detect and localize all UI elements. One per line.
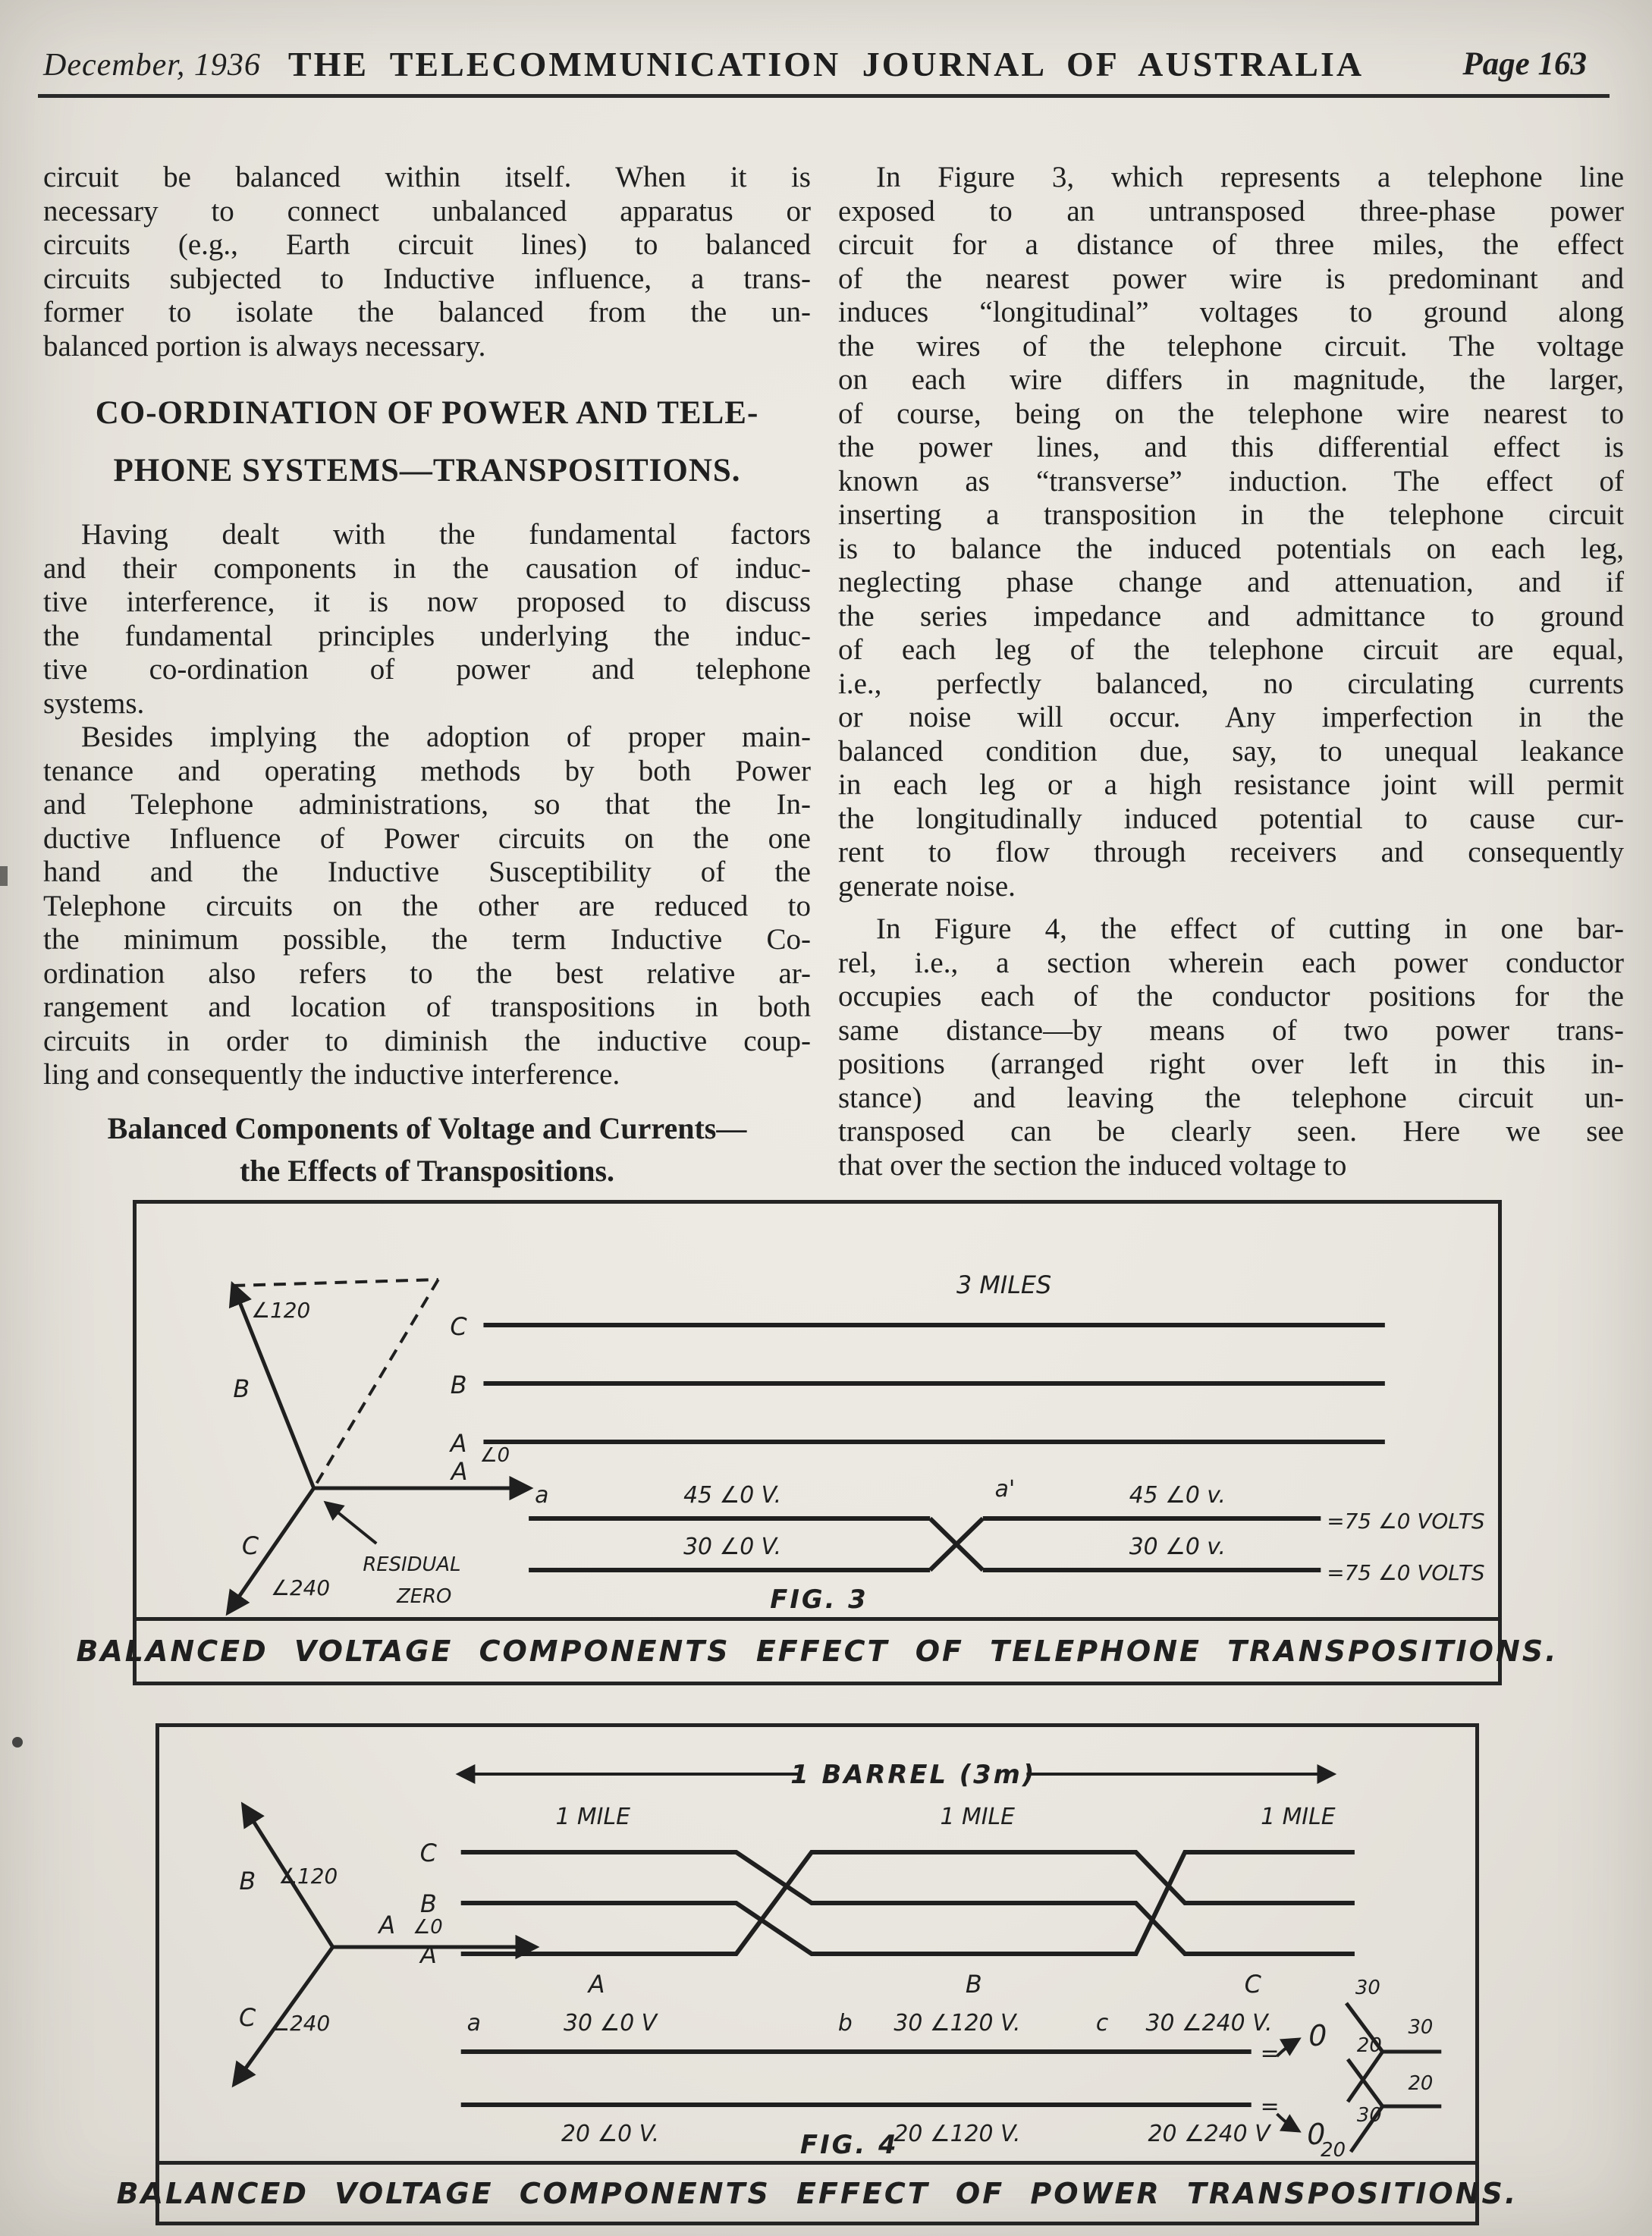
fig3-caption: BALANCED VOLTAGE COMPONENTS EFFECT OF TELEPHONE TRANSPOSITIONS. bbox=[137, 1617, 1498, 1682]
text-line: rangement and location of transpositions in both bbox=[43, 991, 811, 1023]
fig4-mile-label-1: 1 MILE bbox=[555, 1803, 630, 1831]
fig4-point-c: c bbox=[1095, 2009, 1109, 2037]
text-line: induces “longitudinal” voltages to ground along bbox=[838, 296, 1624, 328]
fig3-sum-top: =75 ∠0 VOLTS bbox=[1327, 1508, 1485, 1534]
text-line: of each leg of the telephone circuit are equal, bbox=[838, 633, 1624, 666]
text-line: circuit for a distance of three miles, the effect bbox=[838, 228, 1624, 261]
text-line: Telephone circuits on the other are reduced to bbox=[43, 889, 811, 922]
text-line: generate noise. bbox=[838, 869, 1016, 903]
text-line: the power lines, and this differential effect is bbox=[838, 431, 1624, 463]
fig4-mile-label-2: 1 MILE bbox=[940, 1803, 1015, 1831]
fig4-barrel-label: 1 BARREL (3m) bbox=[790, 1759, 1037, 1790]
text-line: ling and consequently the inductive interference. bbox=[43, 1058, 620, 1091]
text-line: circuits (e.g., Earth circuit lines) to balanced bbox=[43, 228, 811, 261]
right-column bbox=[838, 161, 1624, 1182]
text-line: in each leg or a high resistance joint will permit bbox=[838, 768, 1624, 801]
fig4-caption: BALANCED VOLTAGE COMPONENTS EFFECT OF POWER TRANSPOSITIONS. bbox=[159, 2161, 1475, 2222]
figure-4 bbox=[116, 1723, 1519, 2225]
fig4-point-a: a bbox=[466, 2009, 481, 2037]
fig4-top-equals: = bbox=[1260, 2040, 1280, 2068]
fig4-wire-label-a: A bbox=[420, 1939, 437, 1970]
fig3-wire-label-a: A bbox=[450, 1428, 467, 1459]
fig4-top-star-value-3: 30 bbox=[1356, 2103, 1382, 2128]
fig4-top-sum-arrow bbox=[1277, 2040, 1299, 2056]
text-line: the wires of the telephone circuit. The voltage bbox=[838, 329, 1624, 363]
text-line: that over the section the induced voltage to bbox=[838, 1148, 1347, 1182]
fig4-top-seg3-voltage: 30 ∠240 V. bbox=[1145, 2009, 1273, 2037]
figure-4-drawing bbox=[159, 1727, 1475, 2161]
fig3-residual-label-1: RESIDUAL bbox=[363, 1553, 461, 1577]
text-line: rent to flow through receivers and consequently bbox=[838, 836, 1624, 868]
text-line: systems. bbox=[43, 686, 145, 720]
text-line: neglecting phase change and attenuation, and if bbox=[838, 566, 1624, 598]
text-line: circuit be balanced within itself. When it is bbox=[43, 161, 811, 193]
fig4-bottom-equals: = bbox=[1260, 2093, 1280, 2121]
paragraph bbox=[43, 518, 811, 721]
text-line: In Figure 4, the effect of cutting in one bar- bbox=[876, 912, 1624, 945]
text-line: CO-ORDINATION OF POWER AND TELE- bbox=[95, 395, 759, 431]
figure-3 bbox=[76, 1200, 1559, 1685]
figure-3-drawing bbox=[137, 1204, 1498, 1617]
section-heading bbox=[43, 385, 811, 500]
text-line: tenance and operating methods by both Power bbox=[43, 754, 811, 787]
text-line: PHONE SYSTEMS—TRANSPOSITIONS. bbox=[113, 453, 741, 488]
fig3-wire-label-b: B bbox=[450, 1370, 467, 1400]
fig3-distance-label: 3 MILES bbox=[956, 1270, 1052, 1300]
fig3-seg2-bottom-voltage: 30 ∠0 v. bbox=[1129, 1533, 1226, 1561]
text-line: Balanced Components of Voltage and Currents— bbox=[107, 1110, 747, 1145]
fig4-top-seg2-voltage: 30 ∠120 V. bbox=[894, 2009, 1021, 2037]
text-line: balanced condition due, say, to unequal leakance bbox=[838, 734, 1624, 768]
paragraph-continuation bbox=[43, 161, 811, 363]
fig3-point-a-prime: a' bbox=[994, 1475, 1016, 1503]
fig4-top-star-value-2: 30 bbox=[1408, 2015, 1434, 2040]
text-line: exposed to an untransposed three-phase power bbox=[838, 194, 1624, 228]
text-line: the minimum possible, the term Inductive Co- bbox=[43, 923, 811, 956]
text-line: Besides implying the adoption of proper main- bbox=[81, 721, 811, 753]
fig4-bottom-seg1-voltage: 20 ∠0 V. bbox=[561, 2120, 660, 2148]
text-line: In Figure 3, which represents a telephone line bbox=[876, 161, 1624, 193]
fig3-seg1-top-voltage: 45 ∠0 V. bbox=[683, 1481, 782, 1509]
fig4-phasor-b-label: B bbox=[239, 1866, 256, 1896]
text-line: transposed can be clearly seen. Here we see bbox=[838, 1115, 1624, 1148]
fig4-phasor-c-label: C bbox=[239, 2002, 256, 2033]
text-line: the series impedance and admittance to ground bbox=[838, 599, 1624, 633]
text-line: former to isolate the balanced from the un- bbox=[43, 296, 811, 328]
fig4-phasor-b-angle: ∠120 bbox=[278, 1863, 338, 1889]
fig4-caption-band bbox=[116, 2161, 1519, 2222]
text-line: occupies each of the conductor positions for the bbox=[838, 980, 1624, 1013]
fig4-top-zero: 0 bbox=[1308, 2018, 1327, 2053]
text-line: inserting a transposition in the telephone circuit bbox=[838, 498, 1624, 531]
left-column bbox=[43, 161, 811, 1192]
journal-title: THE TELECOMMUNICATION JOURNAL OF AUSTRALIA bbox=[287, 45, 1365, 83]
text-line: of course, being on the telephone wire nearest to bbox=[838, 397, 1624, 430]
fig3-phasor-b-angle: ∠120 bbox=[251, 1297, 311, 1324]
fig4-bottom-zero: 0 bbox=[1307, 2117, 1326, 2152]
subsection-heading bbox=[43, 1107, 811, 1192]
text-line: circuits in order to diminish the inductive coup- bbox=[43, 1024, 811, 1057]
fig4-section-label-2: B bbox=[965, 1969, 982, 1999]
fig4-phasor-a-angle: ∠0 bbox=[413, 1915, 443, 1939]
fig4-bottom-seg3-voltage: 20 ∠240 V bbox=[1148, 2120, 1270, 2148]
text-line: circuits subjected to Inductive influence, a trans- bbox=[43, 262, 811, 295]
fig3-phasor-b-label: B bbox=[233, 1374, 250, 1404]
fig3-phasor-dashed-top bbox=[233, 1280, 438, 1286]
fig4-wire-label-c: C bbox=[419, 1838, 437, 1868]
fig4-phasor-c-angle: ∠240 bbox=[271, 2010, 331, 2037]
text-line: known as “transverse” induction. The effect of bbox=[838, 464, 1624, 498]
text-line: on each wire differs in magnitude, the larger, bbox=[838, 363, 1624, 396]
text-line: tive co-ordination of power and telephone bbox=[43, 653, 811, 686]
fig4-top-star-value-1: 30 bbox=[1355, 1976, 1380, 2000]
fig4-phasor-a-label: A bbox=[378, 1910, 396, 1940]
fig3-phasor-c-label: C bbox=[241, 1531, 259, 1561]
text-line: stance) and leaving the telephone circuit un- bbox=[838, 1081, 1624, 1114]
fig3-phasor-a-angle: ∠0 bbox=[479, 1443, 510, 1468]
fig4-bottom-star-value-3: 20 bbox=[1321, 2138, 1346, 2161]
fig4-label: FIG. 4 bbox=[800, 2129, 899, 2160]
text-line: the longitudinally induced potential to cause cur- bbox=[838, 802, 1624, 835]
fig4-bottom-seg2-voltage: 20 ∠120 V. bbox=[894, 2120, 1021, 2148]
text-line: hand and the Inductive Susceptibility of the bbox=[43, 856, 811, 888]
fig4-bottom-star-branch-b bbox=[1348, 2059, 1383, 2106]
text-line: Having dealt with the fundamental factors bbox=[81, 518, 811, 551]
fig4-bottom-sum-arrow bbox=[1277, 2114, 1299, 2131]
fig4-wire-label-b: B bbox=[420, 1889, 437, 1919]
fig3-wire-label-c: C bbox=[450, 1311, 467, 1342]
text-line: is to balance the induced potentials on each leg, bbox=[838, 532, 1624, 565]
fig4-bottom-star-value-1: 20 bbox=[1356, 2033, 1382, 2058]
fig3-caption-band bbox=[76, 1617, 1559, 1682]
text-line: ductive Influence of Power circuits on the one bbox=[43, 821, 811, 855]
text-line: ordination also refers to the best relative ar- bbox=[43, 956, 811, 990]
paragraph bbox=[838, 161, 1624, 903]
fig4-point-b: b bbox=[837, 2009, 853, 2037]
fig4-section-label-1: A bbox=[588, 1969, 605, 1999]
text-line: and their components in the causation of induc- bbox=[43, 551, 811, 585]
text-line: and Telephone administrations, so that the In- bbox=[43, 788, 811, 821]
fig3-seg2-top-voltage: 45 ∠0 v. bbox=[1129, 1481, 1226, 1509]
issue-date: December, 1936 bbox=[43, 48, 261, 83]
text-line: positions (arranged right over left in this in- bbox=[838, 1047, 1624, 1080]
fig4-top-seg1-voltage: 30 ∠0 V bbox=[564, 2009, 658, 2037]
fig3-residual-arrow bbox=[327, 1503, 377, 1544]
page-number: Page 163 bbox=[1462, 46, 1587, 82]
fig3-seg1-bottom-voltage: 30 ∠0 V. bbox=[683, 1533, 782, 1561]
text-line: rel, i.e., a section wherein each power conductor bbox=[838, 946, 1624, 979]
fig3-residual-label-2: ZERO bbox=[397, 1584, 452, 1609]
text-line: or noise will occur. Any imperfection in the bbox=[838, 701, 1624, 733]
text-line: tive interference, it is now proposed to discuss bbox=[43, 586, 811, 618]
fig3-phasor-c-angle: ∠240 bbox=[271, 1575, 331, 1601]
scan-artifact-nick bbox=[0, 866, 8, 886]
scan-artifact-dot bbox=[12, 1737, 23, 1748]
paragraph bbox=[838, 912, 1624, 1182]
text-line: balanced portion is always necessary. bbox=[43, 329, 486, 363]
fig4-bottom-star-value-2: 20 bbox=[1408, 2071, 1434, 2096]
fig4-mile-label-3: 1 MILE bbox=[1261, 1803, 1336, 1831]
paragraph bbox=[43, 721, 811, 1092]
fig3-phasor-dashed-diagonal bbox=[314, 1280, 438, 1488]
fig3-label: FIG. 3 bbox=[770, 1584, 868, 1615]
fig3-phasor-a-label: A bbox=[451, 1456, 468, 1487]
fig3-sum-bottom: =75 ∠0 VOLTS bbox=[1327, 1559, 1485, 1586]
text-line: the fundamental principles underlying the induc- bbox=[43, 619, 811, 652]
text-line: necessary to connect unbalanced apparatus or bbox=[43, 194, 811, 228]
header-rule bbox=[38, 94, 1610, 98]
fig4-top-star-branch-c bbox=[1348, 2052, 1383, 2102]
fig4-section-label-3: C bbox=[1244, 1969, 1261, 1999]
text-line: of the nearest power wire is predominant and bbox=[838, 262, 1624, 295]
fig3-point-a: a bbox=[535, 1481, 549, 1509]
text-line: i.e., perfectly balanced, no circulating currents bbox=[838, 667, 1624, 700]
text-line: the Effects of Transpositions. bbox=[239, 1153, 615, 1188]
text-line: same distance—by means of two power trans- bbox=[838, 1013, 1624, 1047]
